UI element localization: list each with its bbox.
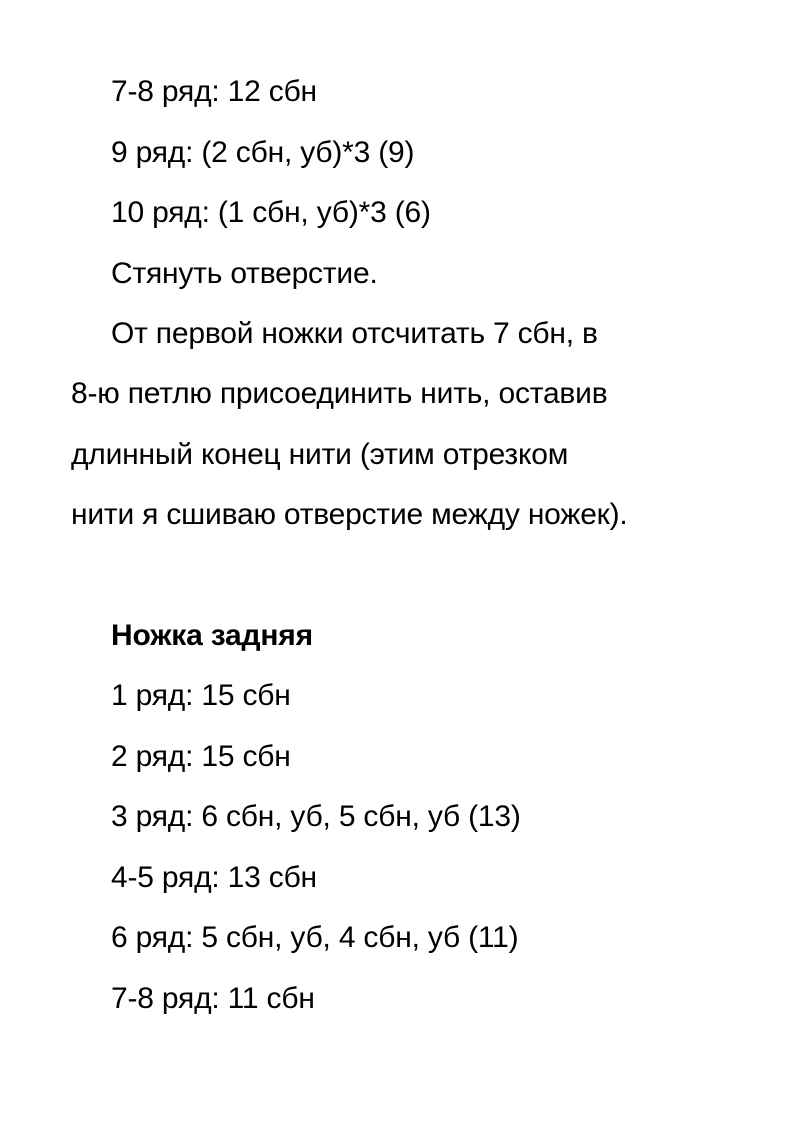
instruction-line: 7-8 ряд: 12 сбн [111, 75, 317, 108]
section-heading: Ножка задняя [111, 619, 313, 652]
instruction-line: 10 ряд: (1 сбн, уб)*3 (6) [111, 196, 431, 229]
instruction-line: 9 ряд: (2 сбн, уб)*3 (9) [111, 136, 415, 169]
paragraph-line: длинный конец нити (этим отрезком [71, 438, 569, 471]
row-instruction: 3 ряд: 6 сбн, уб, 5 сбн, уб (13) [111, 800, 521, 833]
paragraph-line: От первой ножки отсчитать 7 сбн, в [111, 317, 598, 350]
paragraph-line: нити я сшиваю отверстие между ножек). [71, 498, 628, 531]
row-instruction: 4-5 ряд: 13 сбн [111, 861, 317, 894]
row-instruction: 6 ряд: 5 сбн, уб, 4 сбн, уб (11) [111, 921, 519, 954]
instruction-line: Стянуть отверстие. [111, 257, 378, 290]
paragraph-line: 8-ю петлю присоединить нить, оставив [71, 377, 608, 410]
row-instruction: 2 ряд: 15 сбн [111, 740, 291, 773]
row-instruction: 1 ряд: 15 сбн [111, 679, 291, 712]
row-instruction: 7-8 ряд: 11 сбн [111, 982, 315, 1015]
